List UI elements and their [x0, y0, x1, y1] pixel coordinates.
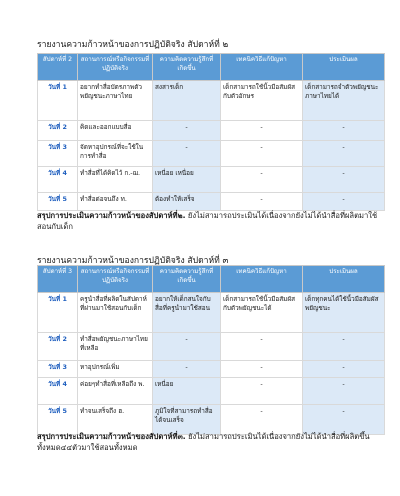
day-label: วันที่ 4: [38, 378, 78, 405]
activity-cell: หาอุปกรณ์เพิ่ม: [78, 361, 153, 378]
activity-cell: ค่อยๆทำสื่อที่เหลือถึง พ.: [78, 378, 153, 405]
day-label: วันที่ 2: [38, 333, 78, 361]
day-label: วันที่ 1: [38, 81, 78, 121]
feeling-cell: -: [153, 121, 221, 141]
feeling-cell: -: [153, 141, 221, 167]
table-row: [38, 141, 385, 167]
evaluation-cell: -: [303, 167, 385, 193]
day-label: วันที่ 5: [38, 405, 78, 435]
evaluation-cell: เด็กทุกคนได้ใช้นิ้วมือสัมผัสพยัญชนะ: [303, 293, 385, 333]
table-header-row: [38, 54, 385, 81]
activity-cell: จัดหาอุปกรณ์ที่จะใช้ในการทำสื่อ: [78, 141, 153, 167]
summary-title: สรุปการประเมินความก้าวหน้าของสัปดาห์ที่๓.: [37, 432, 186, 441]
table-row: [38, 378, 385, 405]
activity-cell: ทำจนเสร็จถึง ฮ.: [78, 405, 153, 435]
day-label: วันที่ 1: [38, 293, 78, 333]
header-activity: สถานการณ์หรือกิจกรรมที่ปฏิบัติจริง: [78, 54, 153, 81]
week2-summary: [37, 211, 387, 232]
feeling-cell: เหนื่อย: [153, 378, 221, 405]
header-week: สัปดาห์ที่ 3: [38, 266, 78, 293]
technique-cell: เด็กสามารถใช้นิ้วมือสัมผัสกับตัวพยัญชนะได้: [221, 293, 303, 333]
week3-summary: [37, 432, 387, 453]
table-row: [38, 293, 385, 333]
header-evaluation: ประเมินผล: [303, 266, 385, 293]
feeling-cell: ต้องทำให้เสร็จ: [153, 193, 221, 211]
evaluation-cell: -: [303, 378, 385, 405]
header-technique: เทคนิควิธีแก้ปัญหา: [221, 266, 303, 293]
table-row: [38, 361, 385, 378]
feeling-cell: สงสารเด็ก: [153, 81, 221, 121]
day-label: วันที่ 3: [38, 361, 78, 378]
day-label: วันที่ 4: [38, 167, 78, 193]
week2-table: [37, 53, 385, 211]
table-row: [38, 333, 385, 361]
activity-cell: ทำสื่อต่อจนถึง ท.: [78, 193, 153, 211]
table-header-row: [38, 266, 385, 293]
technique-cell: -: [221, 193, 303, 211]
feeling-cell: -: [153, 333, 221, 361]
feeling-cell: ภูมิใจที่สามารถทำสื่อได้จนเสร็จ: [153, 405, 221, 435]
summary-text: ยังไม่สามารถประเมินได้เนื่องจากยังไม่ได้นำสื่อที่ผลิตขึ้นทั้งหมด๔๔ตัวมาใช้สอนทั้งหมด: [37, 432, 370, 452]
table-row: [38, 167, 385, 193]
week2-heading: รายงานความก้าวหน้าของการปฏิบัติจริง สัปดาห์ที่ ๒: [37, 40, 229, 50]
technique-cell: -: [221, 378, 303, 405]
feeling-cell: เหนื่อย เหนื่อย: [153, 167, 221, 193]
technique-cell: -: [221, 405, 303, 435]
activity-cell: คิดและออกแบบสื่อ: [78, 121, 153, 141]
technique-cell: -: [221, 141, 303, 167]
evaluation-cell: -: [303, 141, 385, 167]
evaluation-cell: -: [303, 193, 385, 211]
activity-cell: ทำสื่อพยัญชนะภาษาไทยที่เหลือ: [78, 333, 153, 361]
technique-cell: -: [221, 167, 303, 193]
header-activity: สถานการณ์หรือกิจกรรมที่ปฏิบัติจริง: [78, 266, 153, 293]
feeling-cell: อยากให้เด็กสนใจกับสื่อที่ครูนำมาใช้สอน: [153, 293, 221, 333]
evaluation-cell: -: [303, 121, 385, 141]
activity-cell: ครูนำสื่อที่ผลิตในสัปดาห์ที่ผ่านมาใช้สอนกับเด็ก: [78, 293, 153, 333]
week3-table: [37, 265, 385, 435]
header-feeling: ความคิดความรู้สึกที่เกิดขึ้น: [153, 266, 221, 293]
day-label: วันที่ 2: [38, 121, 78, 141]
day-label: วันที่ 5: [38, 193, 78, 211]
activity-cell: อยากทำสื่อบัตรภาพตัวพยัญชนะภาษาไทย: [78, 81, 153, 121]
summary-text: ยังไม่สามารถประเมินได้เนื่องจากยังไม่ได้นำสื่อที่ผลิตมาใช้สอนกับเด็ก: [37, 211, 378, 231]
week3-heading: รายงานความก้าวหน้าของการปฏิบัติจริง สัปดาห์ที่ ๓: [37, 256, 229, 266]
table-row: [38, 405, 385, 435]
technique-cell: เด็กสามารถใช้นิ้วมือสัมผัสกับตัวอักษร: [221, 81, 303, 121]
header-technique: เทคนิควิธีแก้ปัญหา: [221, 54, 303, 81]
evaluation-cell: -: [303, 361, 385, 378]
technique-cell: -: [221, 121, 303, 141]
table-row: [38, 193, 385, 211]
evaluation-cell: เด็กสามารถจำตัวพยัญชนะภาษาไทยได้: [303, 81, 385, 121]
table-row: [38, 81, 385, 121]
day-label: วันที่ 3: [38, 141, 78, 167]
technique-cell: -: [221, 361, 303, 378]
evaluation-cell: -: [303, 405, 385, 435]
evaluation-cell: -: [303, 333, 385, 361]
table-row: [38, 121, 385, 141]
feeling-cell: -: [153, 361, 221, 378]
summary-title: สรุปการประเมินความก้าวหน้าของสัปดาห์ที่๒.: [37, 211, 186, 220]
header-evaluation: ประเมินผล: [303, 54, 385, 81]
header-feeling: ความคิดความรู้สึกที่เกิดขึ้น: [153, 54, 221, 81]
header-week: สัปดาห์ที่ 2: [38, 54, 78, 81]
activity-cell: ทำสื่อที่ได้คิดไว้ ก.-ฌ.: [78, 167, 153, 193]
technique-cell: -: [221, 333, 303, 361]
